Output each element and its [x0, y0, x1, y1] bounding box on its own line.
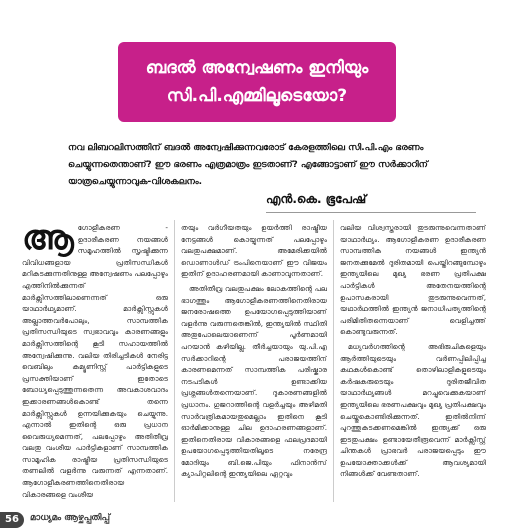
- article-paragraph: മധ്യവർഗത്തിന്റെ അഭിരുചികളെയും ആർത്തിയുടെയും വർണപ്പിലിപ്പിച്ച കഥകൾകൊണ്ട് തൊഴിലാളികളുടെയും കർഷകരുടെയും ദുരിതജീവിത യാഥാർഥ്യങ്ങൾ മറച്ചുവെക്കുകയാണ് ഇന്ത്യയിലെ ഭരണപക്ഷവും മുഖ്യ പ്രതിപക്ഷവും ചെയ്തുകൊണ്ടിരിക്കുന്നത്. ഇതിൽനിന്ന് പുറത്തുകടക്കണമെങ്കിൽ ഇന്ത്യക്ക് ഒരു ഇടതുപക്ഷം ഉണ്ടായേതീരൂവെന്ന് മാർക്സിസ്റ്റ് ചിന്തകൾ പ്രാഭവർ പരാജയപ്പെടും ഈ ഉപയോക്താക്കൾക്ക് ആവശ്യമായി നിങ്ങൾക്ക് വേണ്ടതാണ്.: [340, 341, 486, 479]
- article-paragraph: ഗോളീകരണ - ഉദാരീകരണ നയങ്ങൾ സമൂഹത്തിൽ സൃഷ്ടിക്കുന്ന വിവിധങ്ങളായ പ്രതിസന്ധികൾ മറികടക്കുന്നതിനുള്ള അന്വേഷണം പലപ്പോഴും എത്തിനിൽക്കുന്നത് മാർക്സിസത്തിലാണെന്നത് ഒരു യാഥാർഥ്യമാണ്. മാർക്സിസ്റ്റുകൾ അല്ലാത്തവർപോലും, സാമ്പത്തിക പ്രതിസന്ധിയുടെ സ്വഭാവവും കാരണങ്ങളും മാർക്സിസത്തിന്റെ കൂടി സഹായത്തിൽ അന്വേഷിക്കുന്നു. വലിയ തിരിച്ചടികൾ നേരിട്ട വെബിലും കമ്യൂണിസ്റ്റ് പാർട്ടികളുടെ പ്രസക്തിയാണ് ഇതോടെ ബോധ്യപ്പെടുത്തുന്നതെന്ന അവകാശവാദം ഇക്കാരണങ്ങൾകൊണ്ട് തന്നെ മാർക്സിസ്റ്റുകൾ ഉന്നയിക്കുകയും ചെയ്യുന്നു. എന്നാൽ ഇതിന്റെ ഒരു പ്രധാന വൈരുധ്യമെന്നത്, പലപ്പോഴും അതിതീവ്ര വലതു വംശീയ പാർട്ടികളാണ് സാമ്പത്തിക സാമൂഹിക രാഷ്ട്രീയ പ്രതിസന്ധിയുടെ തണലിൽ വളർന്നു വരുന്നത് എന്നതാണ്. ആഗോളീകരണത്തിനെതിരായ വികാരങ്ങളെ വംശീയ: [22, 223, 168, 499]
- column-divider: [174, 220, 175, 502]
- column-divider: [333, 220, 334, 502]
- headline-line-2: സി.പി.എമ്മിലൂടെയോ?: [166, 86, 348, 106]
- publication-name: മാധ്യമം ആഴ്ചപ്പതിപ്പ്: [30, 513, 110, 523]
- dropcap: ആ: [22, 222, 74, 258]
- article-paragraph: വലിയ വിശ്വസ്തരായി തുടരുന്നുവെന്നതാണ് യാഥാർഥ്യം. ആഗോളീകരണ ഉദാരീകരണ സാമ്പത്തിക നയങ്ങൾ ഇന്ത്യൻ ജനതക്കുമേൽ ദുരിതമായി പെയ്തിറങ്ങുമ്പോഴും ഇന്ത്യയിലെ മുഖ്യ ഭരണ പ്രതിപക്ഷ പാർട്ടികൾ അതേനയത്തിന്റെ ഉപാസകരായി തുടരുന്നുവെന്നത്, യഥാർഥത്തിൽ ഇന്ത്യൻ ജനാധിപത്യത്തിന്റെ പരിമിതിതന്നെയാണ് വെളിച്ചത്ത് കൊണ്ടുവരുന്നത്.: [340, 223, 486, 337]
- article-paragraph: അതിതീവ്ര വലതുപക്ഷം ലോകത്തിന്റെ പല ഭാഗത്തും ആഗോളീകരണത്തിനെതിരായ ജനരോഷത്തെ ഉപയോഗപ്പെടുത്തിയാണ് വളർന്നു വരുന്നതെങ്കിൽ, ഇന്ത്യയിൽ സ്ഥിതി അതുപോലെയാണെന്ന് പൂർണമായി പറയാൻ കഴിയില്ല. തീർച്ചയായും യു.പി.എ സർക്കാറിന്റെ പരാജയത്തിന് കാരണമെന്നത് സാമ്പത്തിക പരിഷ്കാര നടപടികൾ ഉണ്ടാക്കിയ പ്രശ്നങ്ങൾതന്നെയാണ്. ദുകാരണങ്ങളിൽ പ്രധാനം. ഗുജറാത്തിന്റെ വളർച്ചയും അഴിമതി സാർവത്രികമായതുമെല്ലാം ഇതിനെ കൂടി ഓർമിക്കാനുള്ള ചില ഉദാഹരണങ്ങളാണ്. ഇതിനെതിരായ വികാരങ്ങളെ ഫലപ്രദമായി ഉപയോഗപ്പെടുത്തിയതിലൂടെ നരേന്ദ്ര മോദിയും ബി.ജെ.പിയും ഫിനാൻസ് ക്യാപിറ്റലിന്റെ ഇന്ത്യയിലെ ഏറ്റവും: [181, 283, 327, 479]
- page-footer: [0, 506, 513, 532]
- article-column-2: [181, 222, 327, 502]
- byline: എൻ.കെ. ഭൂപേഷ്: [266, 192, 476, 213]
- article-column-1: [22, 222, 168, 502]
- article-column-3: [340, 222, 486, 502]
- article-paragraph: തയും വർഗീയതയും ഉയർത്തി രാഷ്ട്രീയ നേട്ടങ്ങൾ കൊയ്യുന്നത് പലപ്പോഴും വലതുപക്ഷമാണ്. അമേരിക്കയിൽ ഡൊണാൾഡ് ട്രംപിനെയാണ് ഈ വിജയം ഇതിന് ഉദാഹരണമായി കാണാവുന്നതാണ്.: [181, 223, 327, 279]
- standfirst: നവ ലിബറലിസത്തിന് ബദൽ അന്വേഷിക്കുന്നവരോട് കേരളത്തിലെ സി.പി.എം ഭരണം ചെയ്യുന്നതെന്താണ്? ഈ ഭരണം എത്രമാത്രം ഇടതാണ്? എങ്ങോട്ടാണ് ഈ സർക്കാറിന് യാത്രചെയ്യുന്നാവുക-വിശകലനം.: [68, 143, 428, 187]
- headline-box: [118, 42, 396, 122]
- page-number: 56: [0, 512, 24, 528]
- headline-line-1: ബദൽ അന്വേഷണം ഇനിയും: [145, 58, 369, 78]
